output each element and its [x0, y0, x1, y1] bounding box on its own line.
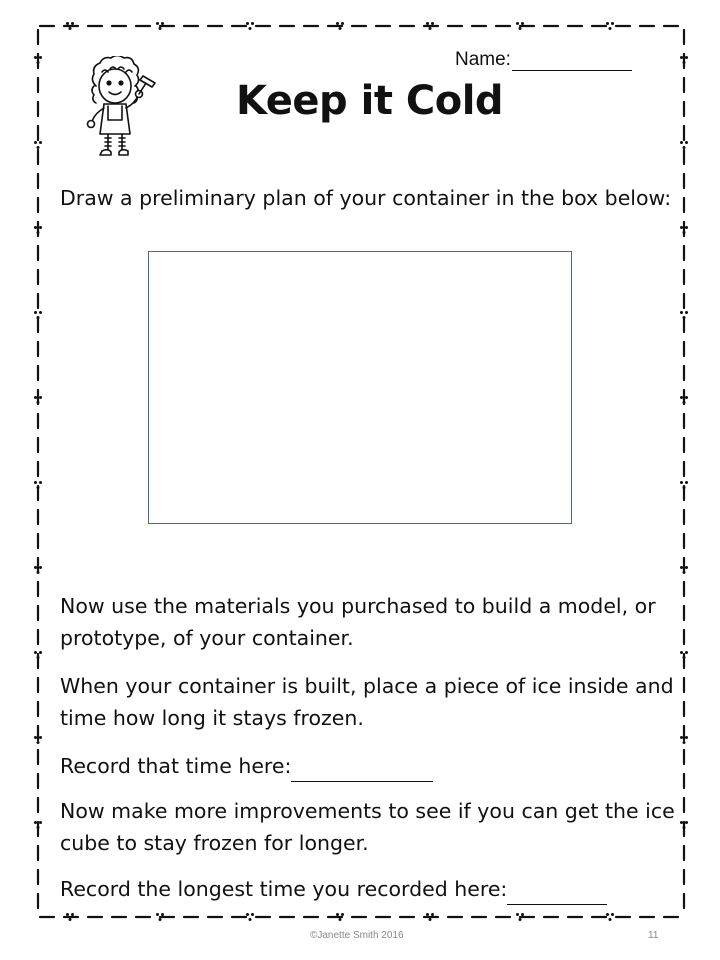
instruction-build-model: Now use the materials you purchased to build a model, or prototype, of your container. — [60, 594, 656, 650]
record-longest-line — [60, 873, 680, 905]
instruction-draw-plan: Draw a preliminary plan of your container in the box below: — [60, 186, 672, 210]
page-number: 11 — [648, 930, 659, 941]
record-time-label: Record that time here: — [60, 754, 292, 778]
drawing-box[interactable] — [148, 251, 572, 524]
name-field[interactable] — [455, 49, 632, 71]
copyright: ©Janette Smith 2016 — [310, 930, 404, 941]
record-longest-label: Record the longest time you recorded here: — [60, 877, 508, 901]
record-time-blank[interactable] — [291, 759, 433, 782]
girl-with-hammer-clipart — [72, 56, 162, 162]
record-longest-blank[interactable] — [507, 882, 607, 905]
record-time-line — [60, 750, 680, 782]
page-title: Keep it Cold — [236, 78, 504, 124]
instruction-improvements: Now make more improvements to see if you can get the ice cube to stay frozen for longer. — [60, 799, 675, 855]
name-label: Name: — [455, 49, 511, 70]
name-blank-line[interactable] — [512, 50, 632, 71]
instruction-time-ice: When your container is built, place a piece of ice inside and time how long it stays frozen. — [60, 674, 674, 730]
